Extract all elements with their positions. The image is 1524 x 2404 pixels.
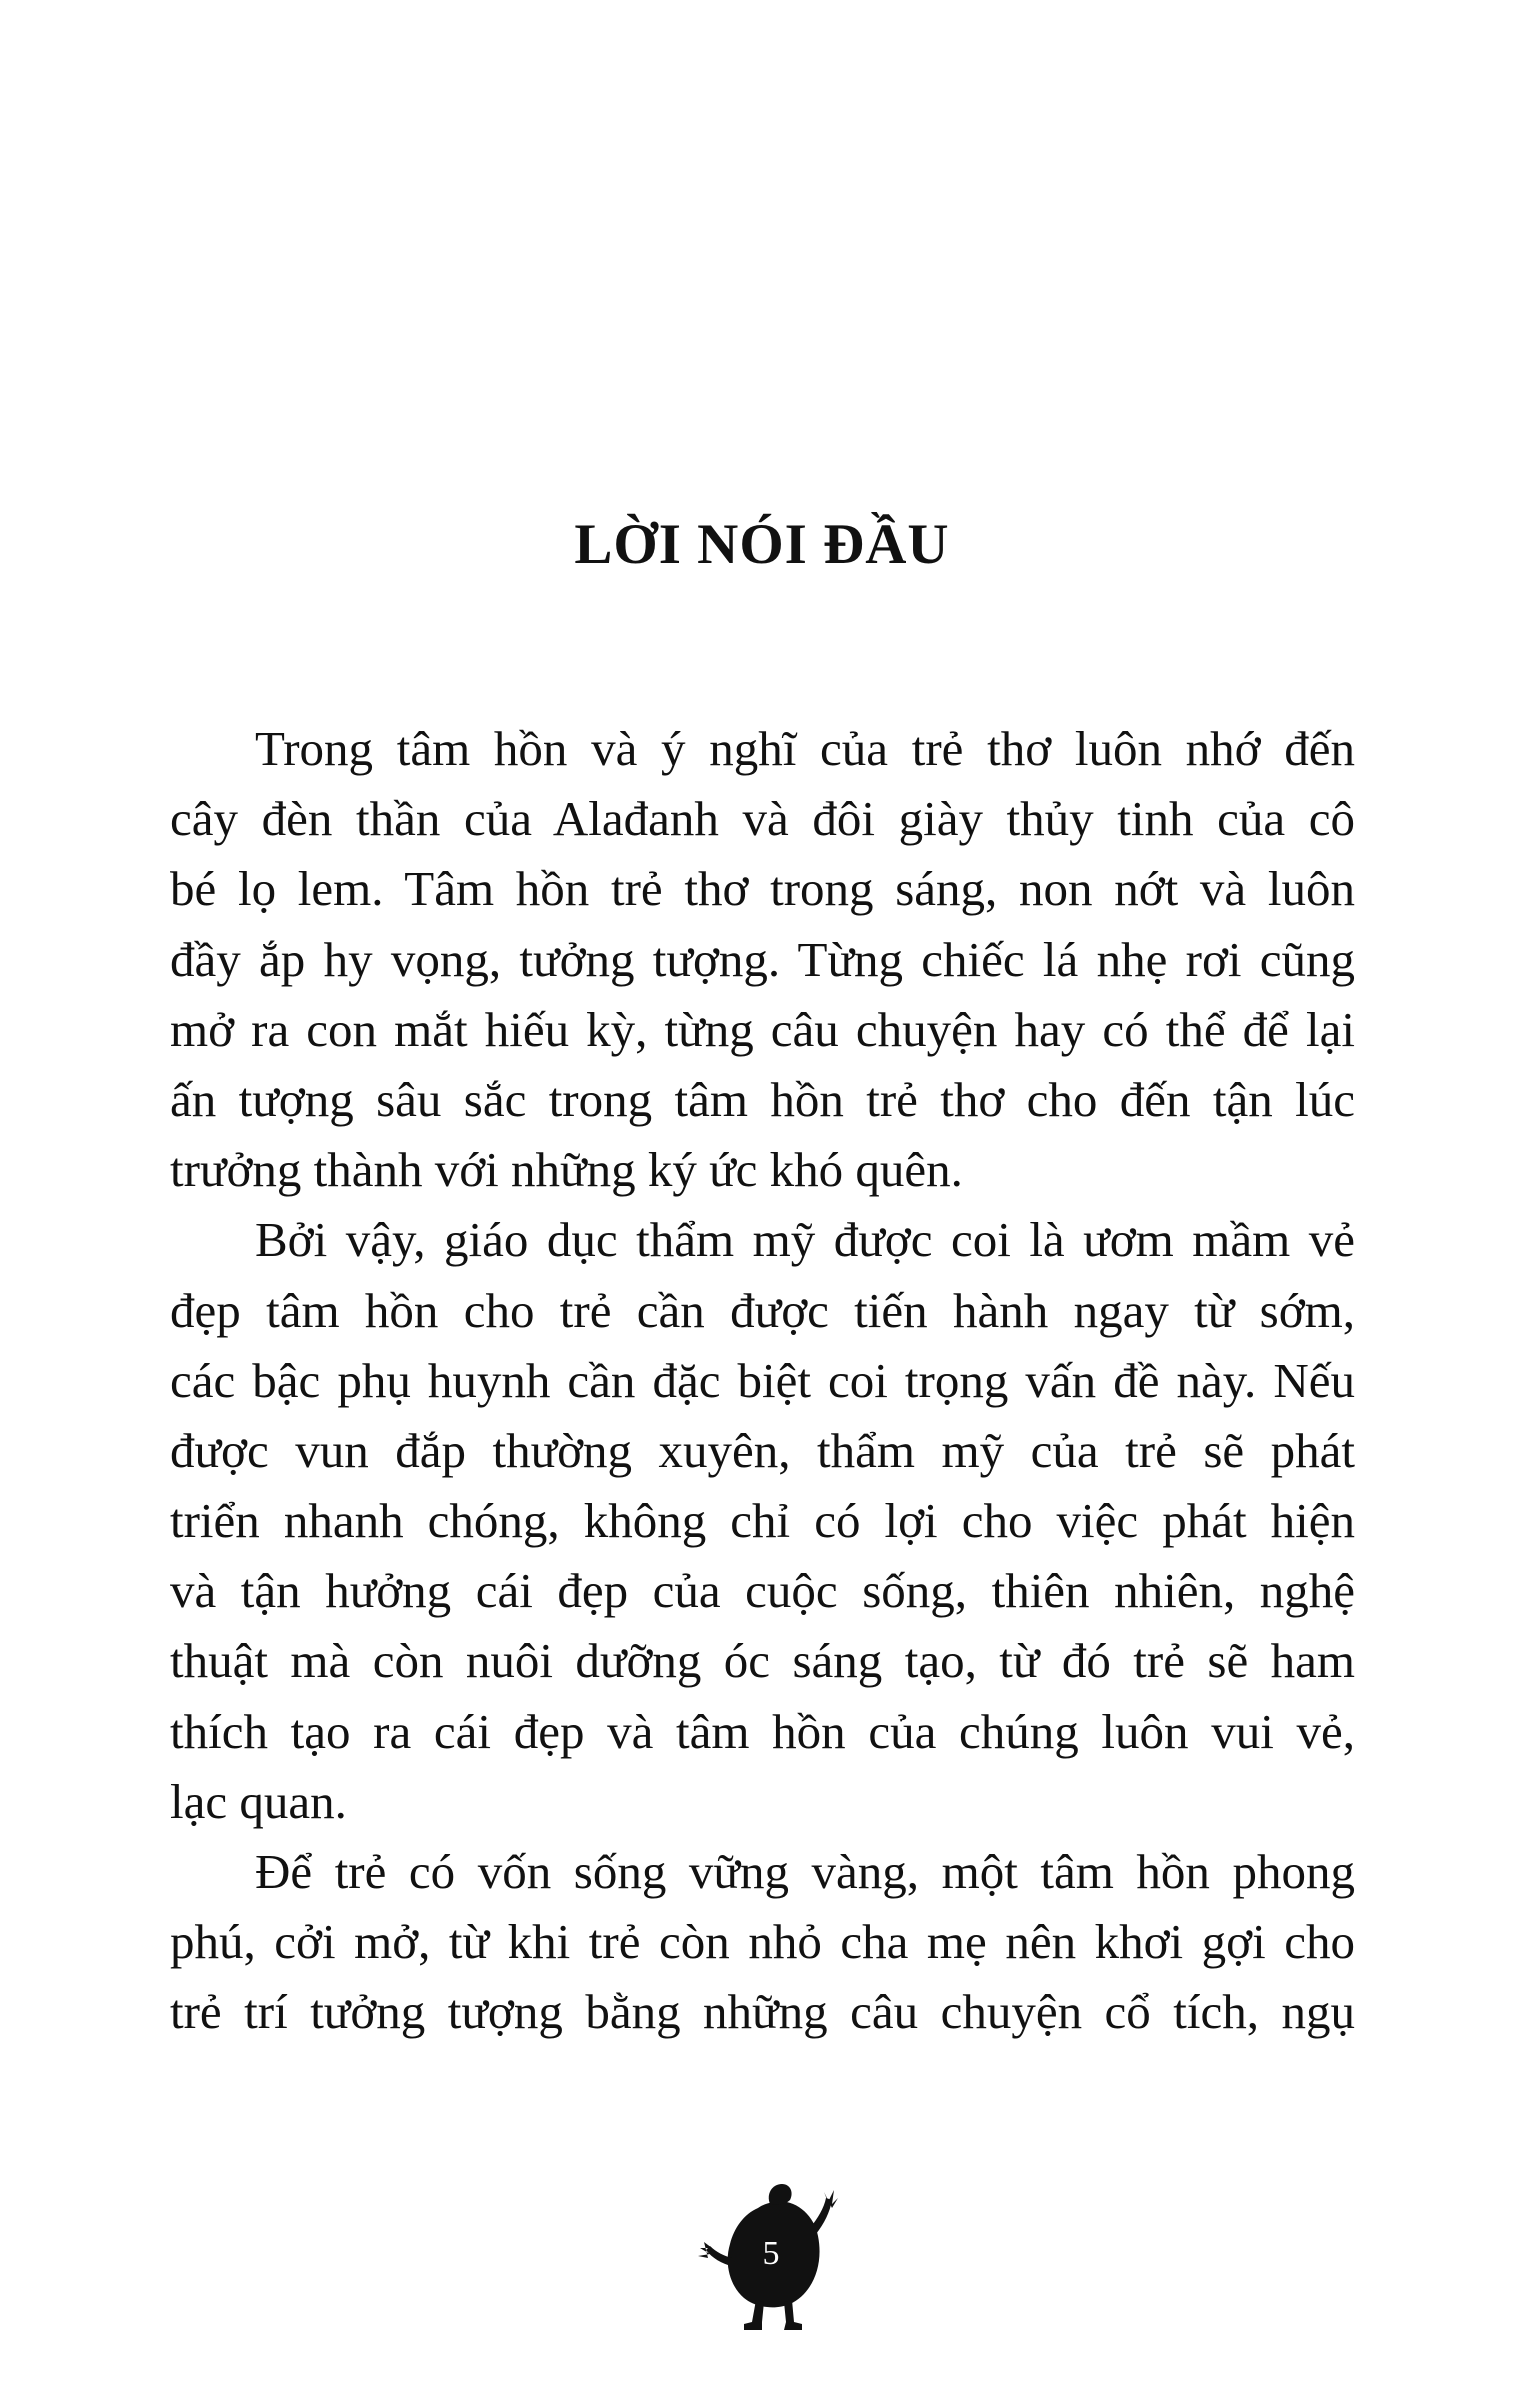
text-line: cây đèn thần của Alađanh và đôi giày thủy tinh của cô xyxy=(170,791,1355,847)
text-line: và tận hưởng cái đẹp của cuộc sống, thiên nhiên, nghệ xyxy=(170,1563,1355,1619)
text-line: đẹp tâm hồn cho trẻ cần được tiến hành ngay từ sớm, xyxy=(170,1282,1355,1338)
text-line: đầy ắp hy vọng, tưởng tượng. Từng chiếc lá nhẹ rơi cũng xyxy=(170,931,1355,987)
text-line: triển nhanh chóng, không chỉ có lợi cho việc phát hiện xyxy=(170,1493,1355,1549)
page-footer xyxy=(686,2174,856,2344)
body-text xyxy=(170,714,1355,2048)
page-title: LỜI NÓI ĐẦU xyxy=(574,513,950,576)
text-line: trưởng thành với những ký ức khó quên. xyxy=(170,1142,963,1198)
text-line: được vun đắp thường xuyên, thẩm mỹ của trẻ sẽ phát xyxy=(170,1422,1355,1478)
paragraph-3 xyxy=(170,1837,1355,2048)
page-number: 5 xyxy=(762,2235,780,2272)
text-line: bé lọ lem. Tâm hồn trẻ thơ trong sáng, non nớt và luôn xyxy=(170,861,1355,917)
text-line: các bậc phụ huynh cần đặc biệt coi trọng vấn đề này. Nếu xyxy=(170,1352,1355,1408)
text-line: phú, cởi mở, từ khi trẻ còn nhỏ cha mẹ nên khơi gợi cho xyxy=(170,1914,1355,1970)
text-line: Bởi vậy, giáo dục thẩm mỹ được coi là ươm mầm vẻ xyxy=(255,1212,1355,1268)
page-number-wrapper xyxy=(686,2174,856,2344)
text-line: Để trẻ có vốn sống vững vàng, một tâm hồn phong xyxy=(255,1844,1355,1899)
paragraph-1 xyxy=(170,714,1355,1205)
text-line: Trong tâm hồn và ý nghĩ của trẻ thơ luôn nhớ đến xyxy=(255,721,1355,776)
text-line: lạc quan. xyxy=(170,1773,347,1829)
text-line: thuật mà còn nuôi dưỡng óc sáng tạo, từ đó trẻ sẽ ham xyxy=(170,1633,1355,1689)
text-line: mở ra con mắt hiếu kỳ, từng câu chuyện hay có thể để lại xyxy=(170,1001,1355,1057)
paragraph-2 xyxy=(170,1205,1355,1837)
text-line: ấn tượng sâu sắc trong tâm hồn trẻ thơ cho đến tận lúc xyxy=(170,1071,1355,1127)
text-line: trẻ trí tưởng tượng bằng những câu chuyện cổ tích, ngụ xyxy=(170,1984,1355,2040)
text-line: thích tạo ra cái đẹp và tâm hồn của chúng luôn vui vẻ, xyxy=(170,1703,1355,1759)
